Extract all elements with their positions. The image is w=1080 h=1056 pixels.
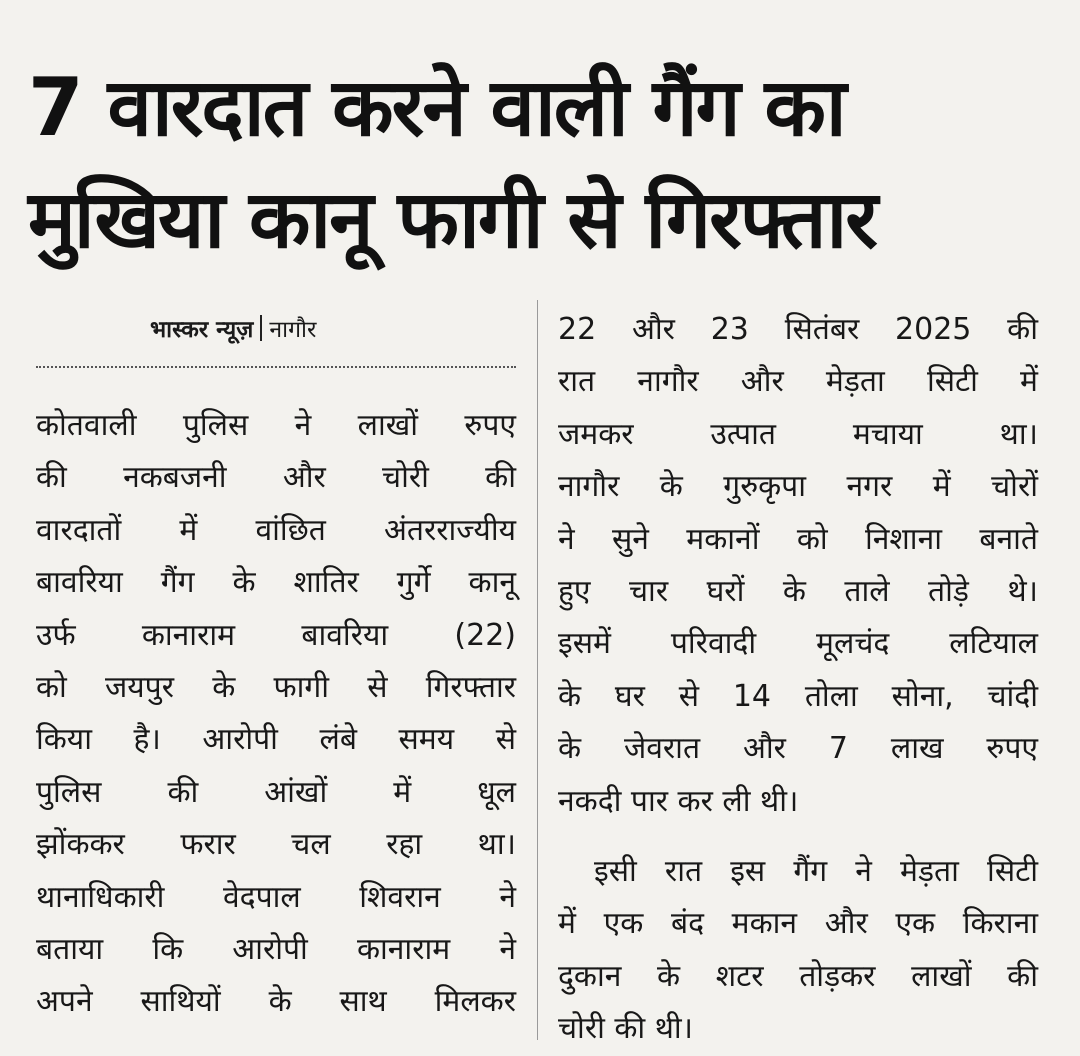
text-line: कोतवाली पुलिस ने लाखों रुपए bbox=[36, 408, 516, 443]
text-line: ने सुने मकानों को निशाना बनाते bbox=[558, 521, 1038, 557]
text-line: इसमें परिवादी मूलचंद लटियाल bbox=[558, 626, 1038, 662]
text-line: नागौर के गुरुकृपा नगर में चोरों bbox=[558, 469, 1038, 505]
headline-line-1: 7 वारदात करने वाली गैंग का bbox=[28, 61, 845, 154]
column-divider bbox=[537, 300, 538, 1040]
text-line: के घर से 14 तोला सोना, चांदी bbox=[558, 678, 1038, 714]
right-column bbox=[558, 304, 1038, 1056]
text-line: 22 और 23 सितंबर 2025 की bbox=[558, 312, 1038, 347]
text-line: जमकर उत्पात मचाया था। bbox=[558, 416, 1038, 452]
byline-place: नागौर bbox=[269, 317, 317, 343]
text-line: बताया कि आरोपी कानाराम ने bbox=[36, 932, 516, 968]
text-line: नकदी पार कर ली थी। bbox=[558, 783, 799, 819]
text-line: रात नागौर और मेड़ता सिटी में bbox=[558, 364, 1038, 400]
text-line: वारदातों में वांछित अंतरराज्यीय bbox=[36, 512, 516, 548]
left-column bbox=[36, 400, 516, 1029]
headline bbox=[28, 52, 1058, 276]
text-line: थानाधिकारी वेदपाल शिवरान ने bbox=[36, 879, 516, 915]
text-line: चोरी की थी। bbox=[558, 1011, 694, 1047]
byline-dotted-rule bbox=[36, 366, 516, 368]
text-line: इसी रात इस गैंग ने मेड़ता सिटी bbox=[594, 854, 1038, 890]
byline-source: भास्कर न्यूज़ bbox=[150, 317, 254, 343]
text-line: की नकबजनी और चोरी की bbox=[36, 460, 516, 496]
text-line: अपने साथियों के साथ मिलकर bbox=[36, 984, 516, 1020]
text-line: उर्फ कानाराम बावरिया (22) bbox=[36, 617, 516, 653]
text-line: के जेवरात और 7 लाख रुपए bbox=[558, 731, 1038, 767]
text-line: पुलिस की आंखों में धूल bbox=[36, 774, 516, 810]
byline bbox=[150, 312, 316, 344]
byline-separator bbox=[260, 315, 262, 341]
text-line: में एक बंद मकान और एक किराना bbox=[558, 906, 1038, 942]
text-line: झोंककर फरार चल रहा था। bbox=[36, 827, 516, 863]
headline-line-2: मुखिया कानू फागी से गिरफ्तार bbox=[28, 173, 876, 266]
text-line: बावरिया गैंग के शातिर गुर्गे कानू bbox=[36, 565, 516, 601]
text-line: किया है। आरोपी लंबे समय से bbox=[36, 722, 516, 758]
text-line: हुए चार घरों के ताले तोड़े थे। bbox=[558, 574, 1038, 610]
text-line: को जयपुर के फागी से गिरफ्तार bbox=[36, 670, 516, 706]
text-line: दुकान के शटर तोड़कर लाखों की bbox=[558, 958, 1038, 994]
